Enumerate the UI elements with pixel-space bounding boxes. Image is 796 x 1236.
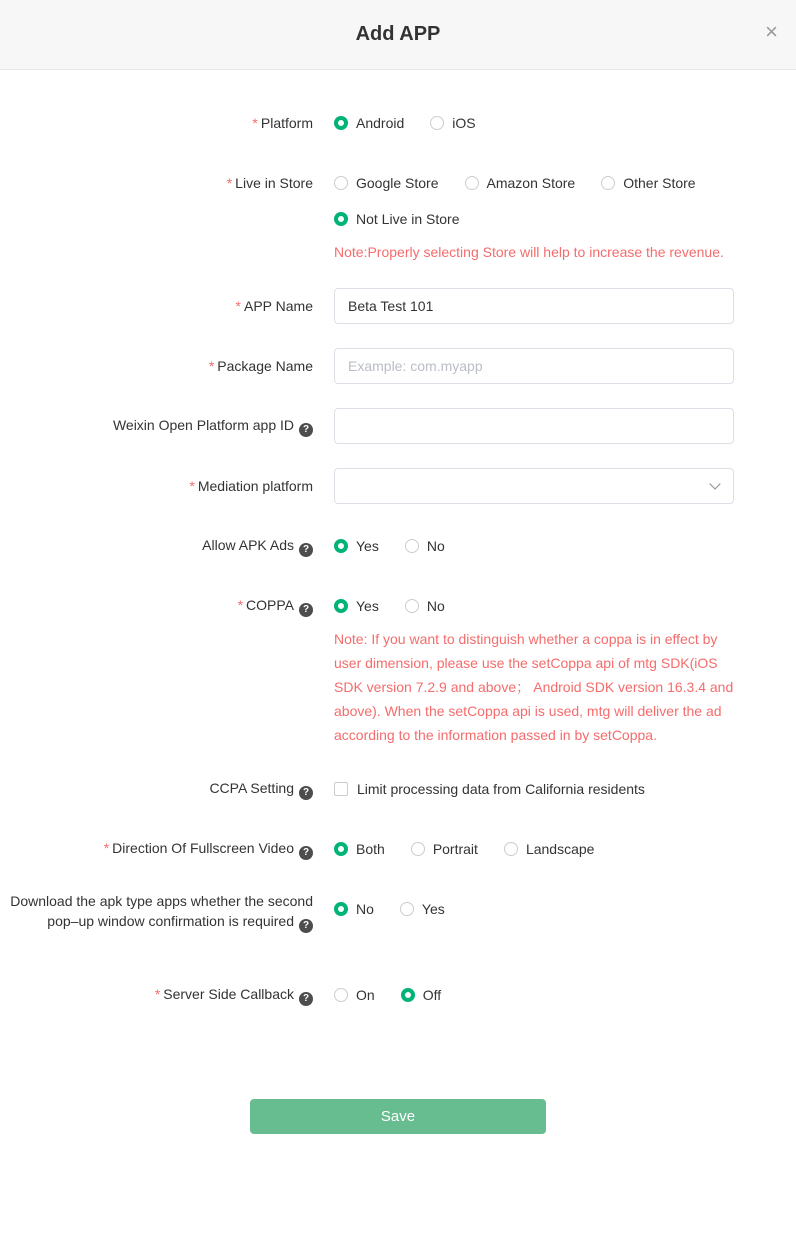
field-weixin-app-id xyxy=(0,408,796,444)
mediation-platform-select-value xyxy=(334,468,734,504)
modal-header xyxy=(0,0,796,70)
radio-label: Google Store xyxy=(356,175,439,191)
radio-android[interactable] xyxy=(334,115,404,131)
radio-selected-icon xyxy=(334,212,348,226)
save-button[interactable]: Save xyxy=(250,1099,546,1134)
radio-coppa-yes[interactable] xyxy=(334,598,379,614)
field-package-name xyxy=(0,348,796,384)
required-marker: * xyxy=(226,175,233,191)
label-text: Platform xyxy=(260,115,313,131)
ccpa-checkbox[interactable] xyxy=(334,771,734,807)
field-app-name xyxy=(0,288,796,324)
required-marker: * xyxy=(252,115,258,131)
store-note: Note:Properly selecting Store will help to increase the revenue. xyxy=(334,244,724,260)
help-icon[interactable]: ? xyxy=(299,786,313,800)
radio-ios[interactable] xyxy=(430,115,475,131)
field-package-name-label xyxy=(0,348,313,384)
required-marker: * xyxy=(103,840,110,856)
field-coppa xyxy=(0,588,796,747)
radio-unselected-icon xyxy=(465,176,479,190)
field-ccpa-setting-label xyxy=(0,771,313,807)
radio-selected-icon xyxy=(401,988,415,1002)
direction-options xyxy=(334,831,734,867)
field-direction-fullscreen-video xyxy=(0,831,796,867)
radio-selected-icon xyxy=(334,902,348,916)
radio-unselected-icon xyxy=(334,176,348,190)
radio-direction-landscape[interactable] xyxy=(504,841,595,857)
radio-selected-icon xyxy=(334,539,348,553)
label-text: Live in Store xyxy=(235,175,313,191)
required-marker: * xyxy=(154,986,161,1002)
field-direction-fullscreen-video-label xyxy=(0,831,313,867)
field-allow-apk-ads xyxy=(0,528,796,564)
label-text: Mediation platform xyxy=(197,478,313,494)
field-mediation-platform-label xyxy=(0,468,313,504)
field-allow-apk-ads-label xyxy=(0,528,313,564)
radio-unselected-icon xyxy=(405,539,419,553)
field-app-name-label xyxy=(0,288,313,324)
help-icon[interactable]: ? xyxy=(299,543,313,557)
label-text: COPPA xyxy=(246,597,294,613)
label-text: Package Name xyxy=(217,358,313,374)
modal-footer xyxy=(0,1037,796,1162)
allow-apk-ads-options xyxy=(334,528,734,564)
server-callback-options xyxy=(334,977,734,1013)
required-marker: * xyxy=(237,597,244,613)
radio-callback-on[interactable] xyxy=(334,987,375,1003)
radio-label: On xyxy=(356,987,375,1003)
apk-confirm-options xyxy=(334,891,734,927)
radio-label: iOS xyxy=(452,115,476,131)
label-text: Download the apk type apps whether the second pop–up window confirmation is required xyxy=(10,893,313,929)
required-marker: * xyxy=(208,358,215,374)
radio-unselected-icon xyxy=(334,988,348,1002)
field-platform xyxy=(0,105,796,141)
radio-label: No xyxy=(426,598,445,614)
radio-other-store[interactable] xyxy=(601,175,695,191)
radio-unselected-icon xyxy=(405,599,419,613)
platform-options xyxy=(334,105,734,141)
radio-label: Yes xyxy=(421,901,445,917)
label-text: Server Side Callback xyxy=(163,986,294,1002)
radio-label: Android xyxy=(356,115,405,131)
label-text: APP Name xyxy=(244,298,313,314)
radio-allow-apk-yes[interactable] xyxy=(334,538,379,554)
radio-selected-icon xyxy=(334,842,348,856)
required-marker: * xyxy=(235,298,241,314)
radio-label: Landscape xyxy=(525,841,595,857)
modal-title: Add APP xyxy=(355,23,441,45)
coppa-note: Note: If you want to distinguish whether a coppa is in effect by user dimension, please use the setCoppa api of mtg SDK(iOS SDK version 7.2.9 and above； Android SDK version 16.3.4 and above). When the setCoppa api is used, mtg will deliver the ad according to the information passed in by setCoppa. xyxy=(334,631,734,743)
help-icon[interactable]: ? xyxy=(299,846,313,860)
radio-label: Not Live in Store xyxy=(356,211,460,227)
radio-coppa-no[interactable] xyxy=(405,598,445,614)
app-name-input[interactable] xyxy=(334,288,734,324)
label-text: Direction Of Fullscreen Video xyxy=(112,840,294,856)
radio-label: Off xyxy=(422,987,442,1003)
help-icon[interactable]: ? xyxy=(299,919,313,933)
radio-unselected-icon xyxy=(411,842,425,856)
help-icon[interactable]: ? xyxy=(299,423,313,437)
required-marker: * xyxy=(189,478,195,494)
radio-selected-icon xyxy=(334,116,348,130)
radio-allow-apk-no[interactable] xyxy=(405,538,445,554)
field-live-in-store-label xyxy=(0,165,313,201)
field-platform-label xyxy=(0,105,313,141)
label-text: Weixin Open Platform app ID xyxy=(112,417,294,433)
radio-label: Other Store xyxy=(623,175,696,191)
add-app-form xyxy=(0,70,796,1013)
radio-label: Both xyxy=(356,841,385,857)
radio-label: Amazon Store xyxy=(486,175,576,191)
radio-apk-confirm-yes[interactable] xyxy=(400,901,445,917)
mediation-platform-select[interactable] xyxy=(334,468,734,504)
radio-label: Yes xyxy=(356,598,379,614)
field-apk-confirm xyxy=(0,891,796,933)
store-options-row2 xyxy=(334,201,734,237)
radio-label: Yes xyxy=(356,538,379,554)
checkbox-label: Limit processing data from California residents xyxy=(357,781,645,797)
help-icon[interactable]: ? xyxy=(299,992,313,1006)
field-ccpa-setting xyxy=(0,771,796,807)
field-coppa-label xyxy=(0,588,313,624)
radio-unselected-icon xyxy=(601,176,615,190)
radio-unselected-icon xyxy=(430,116,444,130)
radio-label: Portrait xyxy=(432,841,478,857)
checkbox-unchecked-icon xyxy=(334,782,348,796)
radio-label: No xyxy=(426,538,445,554)
radio-unselected-icon xyxy=(400,902,414,916)
field-mediation-platform xyxy=(0,468,796,504)
radio-label: No xyxy=(356,901,374,917)
weixin-app-id-input[interactable] xyxy=(334,408,734,444)
field-weixin-app-id-label xyxy=(0,408,313,444)
label-text: Allow APK Ads xyxy=(202,537,294,553)
radio-google-store[interactable] xyxy=(334,175,439,191)
radio-direction-both[interactable] xyxy=(334,841,385,857)
field-server-side-callback-label xyxy=(0,977,313,1013)
radio-amazon-store[interactable] xyxy=(465,175,576,191)
help-icon[interactable]: ? xyxy=(299,603,313,617)
radio-callback-off[interactable] xyxy=(401,987,441,1003)
field-live-in-store xyxy=(0,165,796,264)
radio-not-live-in-store[interactable] xyxy=(334,211,460,227)
label-text: CCPA Setting xyxy=(209,780,294,796)
field-server-side-callback xyxy=(0,977,796,1013)
radio-selected-icon xyxy=(334,599,348,613)
radio-apk-confirm-no[interactable] xyxy=(334,901,374,917)
field-apk-confirm-label xyxy=(0,891,313,933)
radio-unselected-icon xyxy=(504,842,518,856)
radio-direction-portrait[interactable] xyxy=(411,841,478,857)
store-options-row1 xyxy=(334,165,734,201)
close-icon[interactable]: × xyxy=(765,19,778,44)
coppa-options xyxy=(334,588,734,624)
package-name-input[interactable] xyxy=(334,348,734,384)
